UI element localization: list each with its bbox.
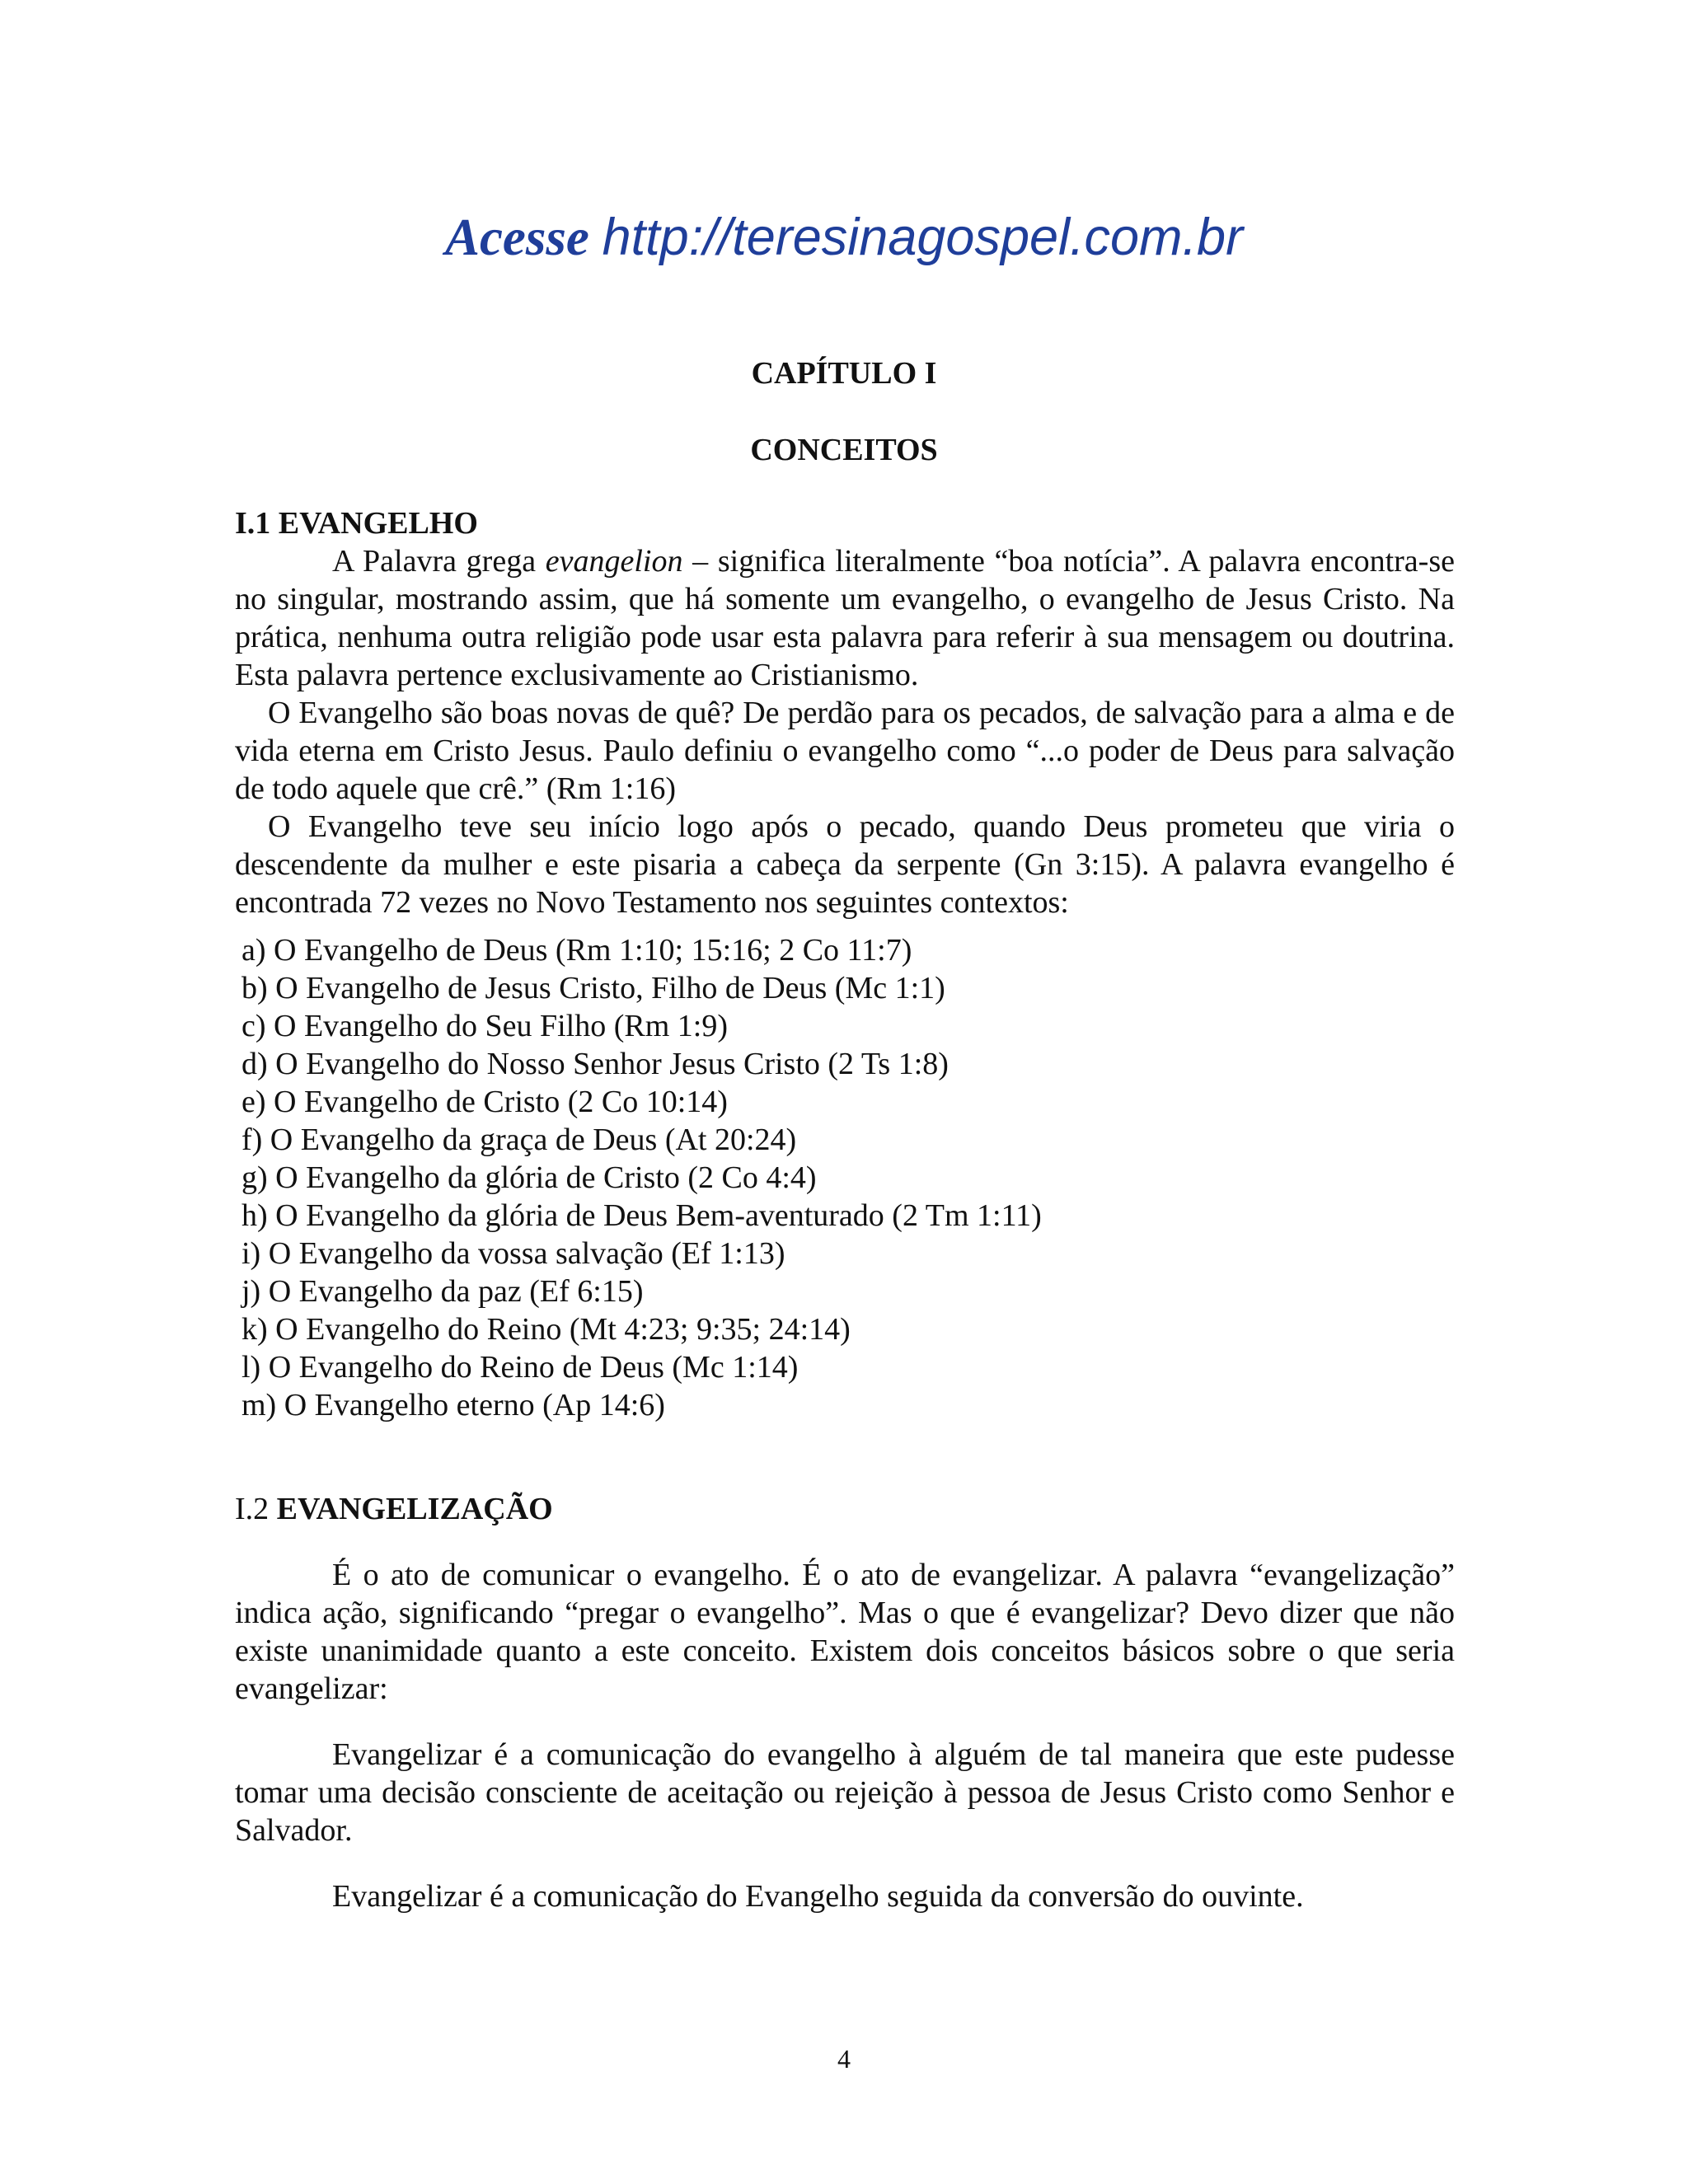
section2-heading-number: I.2 [235, 1492, 277, 1526]
section1-p1-part-b: – significa literalmente “boa notícia”. A palavra encontra-se no singular, mostrando assim, que há somente um evangelho, o evangelho de Jesus Cristo. Na prática, nenhuma outra religião pode usar esta palavra para referir à sua mensagem ou doutrina. Esta palavra pertence exclusivamente ao Cristianismo. [235, 544, 1455, 692]
section2-heading-text: EVANGELIZAÇÃO [276, 1492, 553, 1526]
list-item: m) O Evangelho eterno (Ap 14:6) [241, 1388, 665, 1422]
list-item: b) O Evangelho de Jesus Cristo, Filho de Deus (Mc 1:1) [241, 971, 945, 1005]
list-item: a) O Evangelho de Deus (Rm 1:10; 15:16; 2 Co 11:7) [241, 933, 912, 968]
list-item: l) O Evangelho do Reino de Deus (Mc 1:14) [241, 1350, 799, 1385]
list-item: k) O Evangelho do Reino (Mt 4:23; 9:35; 24:14) [241, 1312, 851, 1347]
list-item: i) O Evangelho da vossa salvação (Ef 1:13) [241, 1236, 785, 1271]
list-item: e) O Evangelho de Cristo (2 Co 10:14) [241, 1085, 728, 1119]
list-item: g) O Evangelho da glória de Cristo (2 Co 4:4) [241, 1160, 817, 1195]
list-item: j) O Evangelho da paz (Ef 6:15) [241, 1274, 644, 1309]
section1-paragraph-2: O Evangelho são boas novas de quê? De perdão para os pecados, de salvação para a alma e de vida eterna em Cristo Jesus. Paulo definiu o evangelho como “...o poder de Deus para salvação de todo aquele que crê.” (Rm 1:16) [235, 696, 1455, 806]
page-number: 4 [837, 2044, 851, 2074]
list-item: h) O Evangelho da glória de Deus Bem-aventurado (2 Tm 1:11) [241, 1198, 1042, 1233]
section-evangelizacao [235, 1490, 1455, 1915]
list-item: d) O Evangelho do Nosso Senhor Jesus Cristo (2 Ts 1:8) [241, 1047, 949, 1081]
site-banner [0, 204, 1688, 270]
section2-paragraph-2: Evangelizar é a comunicação do evangelho à alguém de tal maneira que este pudesse tomar uma decisão consciente de aceitação ou rejeição à pessoa de Jesus Cristo como Senhor e Salvador. [235, 1737, 1455, 1848]
references-list [235, 931, 1455, 1424]
section1-paragraph-3: O Evangelho teve seu início logo após o pecado, quando Deus prometeu que viria o descendente da mulher e este pisaria a cabeça da serpente (Gn 3:15). A palavra evangelho é encontrada 72 vezes no Novo Testamento nos seguintes contextos: [235, 809, 1455, 920]
banner-url-link[interactable]: http://teresinagospel.com.br [602, 209, 1244, 266]
section2-heading [235, 1490, 1455, 1528]
list-item: f) O Evangelho da graça de Deus (At 20:24) [241, 1122, 797, 1157]
section2-paragraph-1: É o ato de comunicar o evangelho. É o ato de evangelizar. A palavra “evangelização” indica ação, significando “pregar o evangelho”. Mas o que é evangelizar? Devo dizer que não existe unanimidade quanto a este conceito. Existem dois conceitos básicos sobre o que seria evangelizar: [235, 1558, 1455, 1706]
section1-heading: I.1 EVANGELHO [235, 506, 478, 541]
section1-p1-emphasis: evangelion [545, 544, 683, 579]
chapter-subtitle: CONCEITOS [750, 433, 938, 467]
list-item: c) O Evangelho do Seu Filho (Rm 1:9) [241, 1009, 728, 1043]
section-evangelho [235, 504, 1455, 1424]
chapter-title: CAPÍTULO I [751, 356, 937, 391]
section2-paragraph-3: Evangelizar é a comunicação do Evangelho seguida da conversão do ouvinte. [332, 1879, 1304, 1914]
banner-prefix: Acesse [444, 209, 589, 266]
section1-paragraph-1 [235, 542, 1455, 694]
section1-p1-part-a: A Palavra grega [332, 544, 546, 579]
